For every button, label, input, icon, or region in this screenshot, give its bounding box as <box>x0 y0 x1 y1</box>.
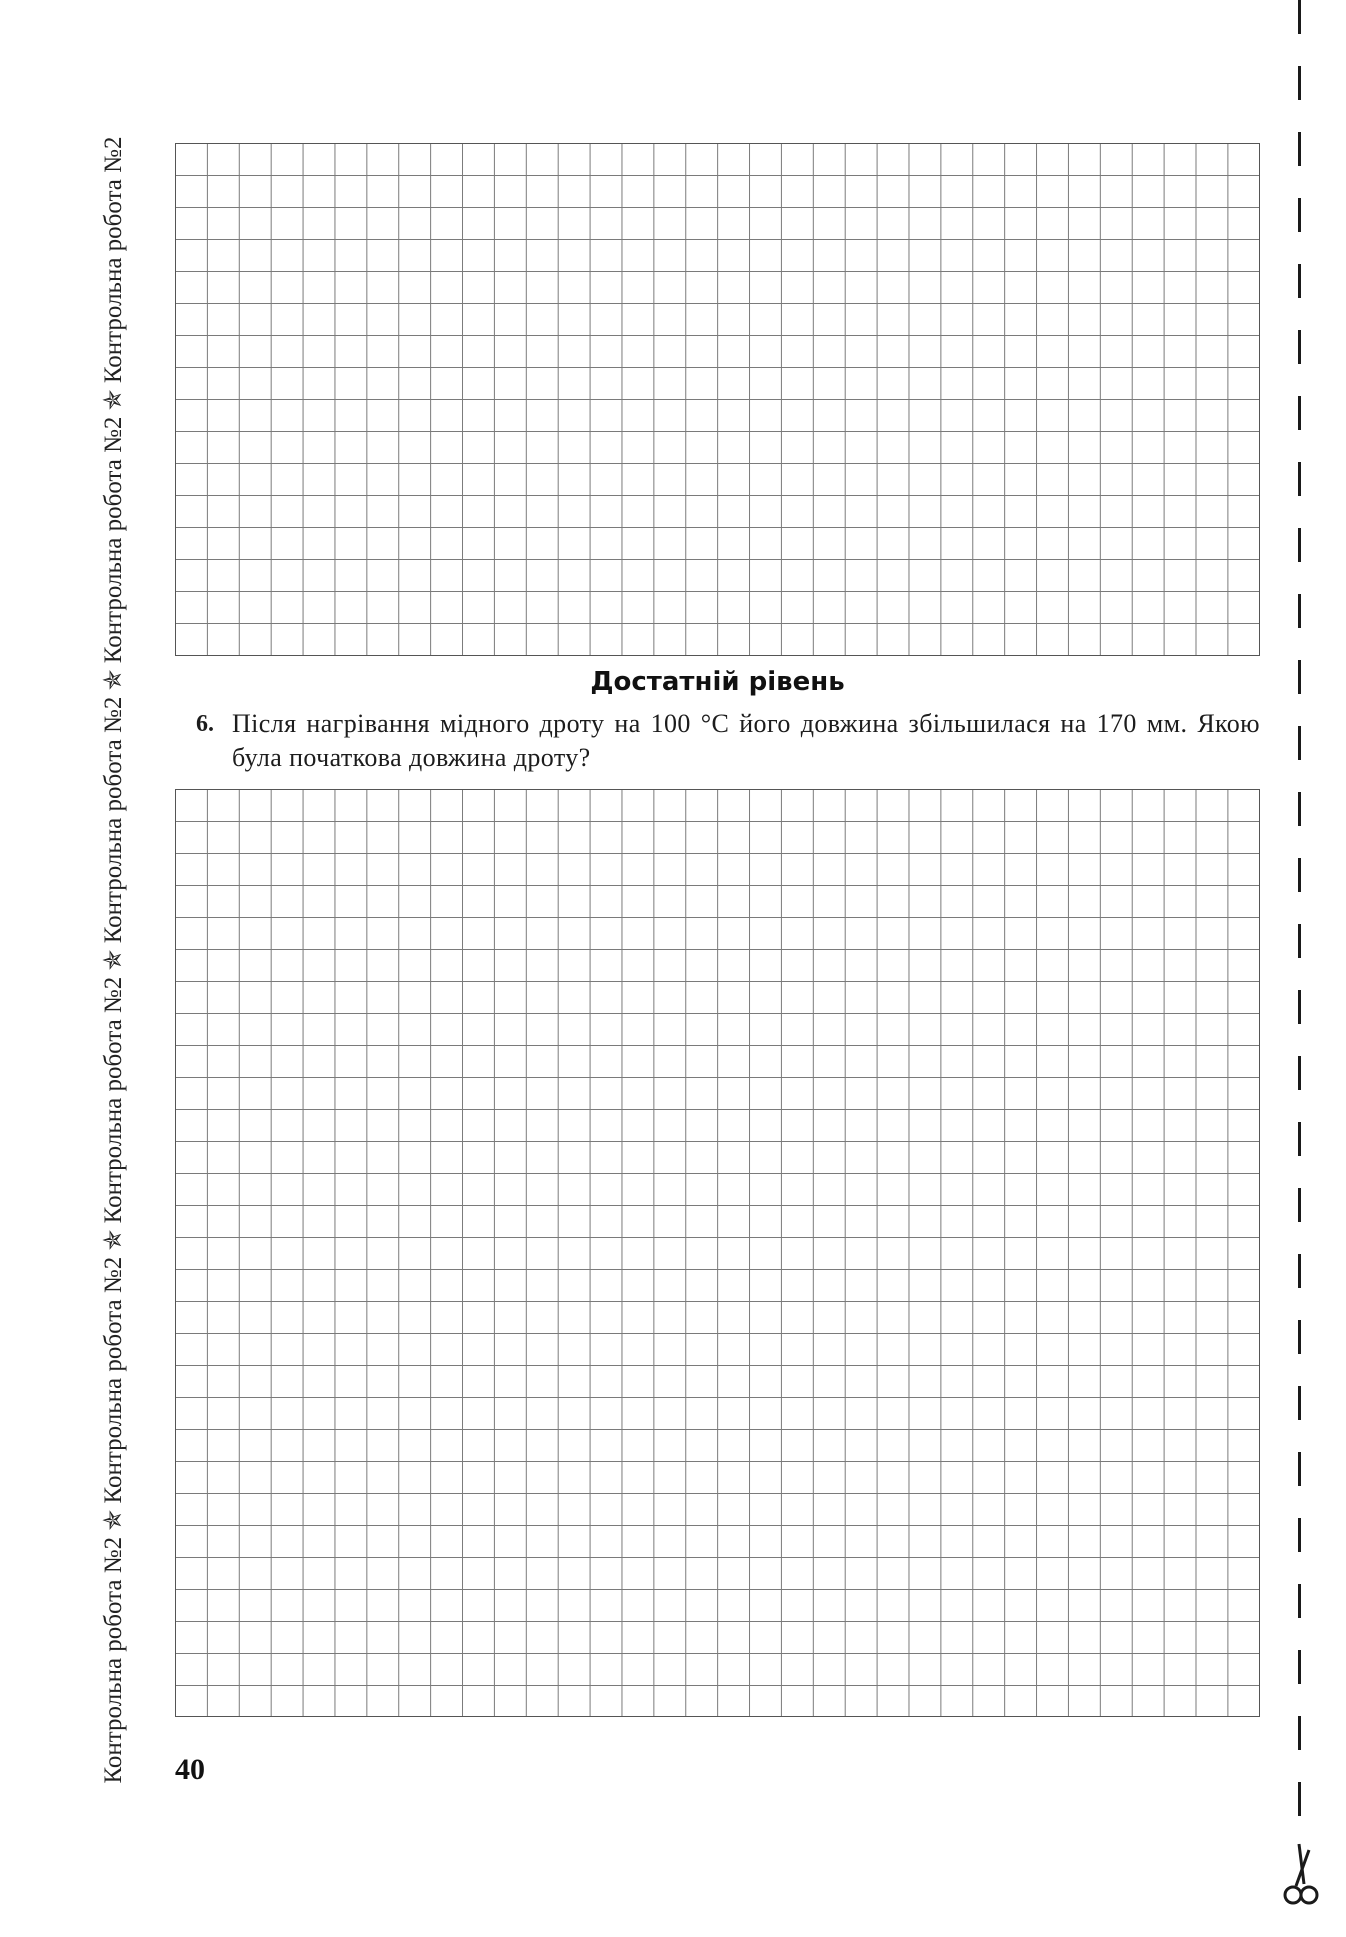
cut-line-dash <box>1298 1386 1301 1420</box>
cut-line-dash <box>1298 264 1301 298</box>
side-header-strip <box>97 45 131 1875</box>
answer-grid-bottom[interactable] <box>175 789 1260 1717</box>
cut-line-dash <box>1298 330 1301 364</box>
cut-line-dash <box>1298 0 1301 34</box>
cut-line-dash <box>1298 858 1301 892</box>
cut-line-dash <box>1298 792 1301 826</box>
cut-line-dash <box>1298 1650 1301 1684</box>
question-text: Після нагрівання мідного дроту на 100 °С його довжина збільшилася на 170 мм. Якою була початкова довжина дроту? <box>232 709 1260 772</box>
question-number: 6. <box>196 711 214 737</box>
cut-line-dash <box>1298 528 1301 562</box>
cut-line-dash <box>1298 1254 1301 1288</box>
cut-line-dash <box>1298 726 1301 760</box>
scissors-icon <box>1282 1840 1322 1915</box>
cut-line-dash <box>1298 1782 1301 1816</box>
answer-grid-top[interactable] <box>175 143 1260 656</box>
cut-line-dash <box>1298 1716 1301 1750</box>
cut-line-dash <box>1298 396 1301 430</box>
cut-line-dash <box>1298 1122 1301 1156</box>
cut-line-dash <box>1298 660 1301 694</box>
page-number: 40 <box>175 1753 205 1786</box>
cut-line <box>1298 0 1302 1937</box>
cut-line-dash <box>1298 924 1301 958</box>
cut-line-dash <box>1298 198 1301 232</box>
cut-line-dash <box>1298 1584 1301 1618</box>
cut-line-dash <box>1298 990 1301 1024</box>
cut-line-dash <box>1298 1056 1301 1090</box>
cut-line-dash <box>1298 1188 1301 1222</box>
cut-line-dash <box>1298 1452 1301 1486</box>
question-6 <box>196 707 1260 775</box>
cut-line-dash <box>1298 1518 1301 1552</box>
side-header-text: Контрольна робота №2 ✯ Контрольна робота №2 ✯ Контрольна робота №2 ✯ Контрольна робота №2 ✯ Контрольна робота №2 ✯ Контрольна робота №2 <box>100 136 127 1784</box>
cut-line-dash <box>1298 462 1301 496</box>
cut-line-dash <box>1298 594 1301 628</box>
cut-line-dash <box>1298 66 1301 100</box>
cut-line-dash <box>1298 1320 1301 1354</box>
cut-line-dash <box>1298 132 1301 166</box>
section-title: Достатній рівень <box>590 667 845 697</box>
